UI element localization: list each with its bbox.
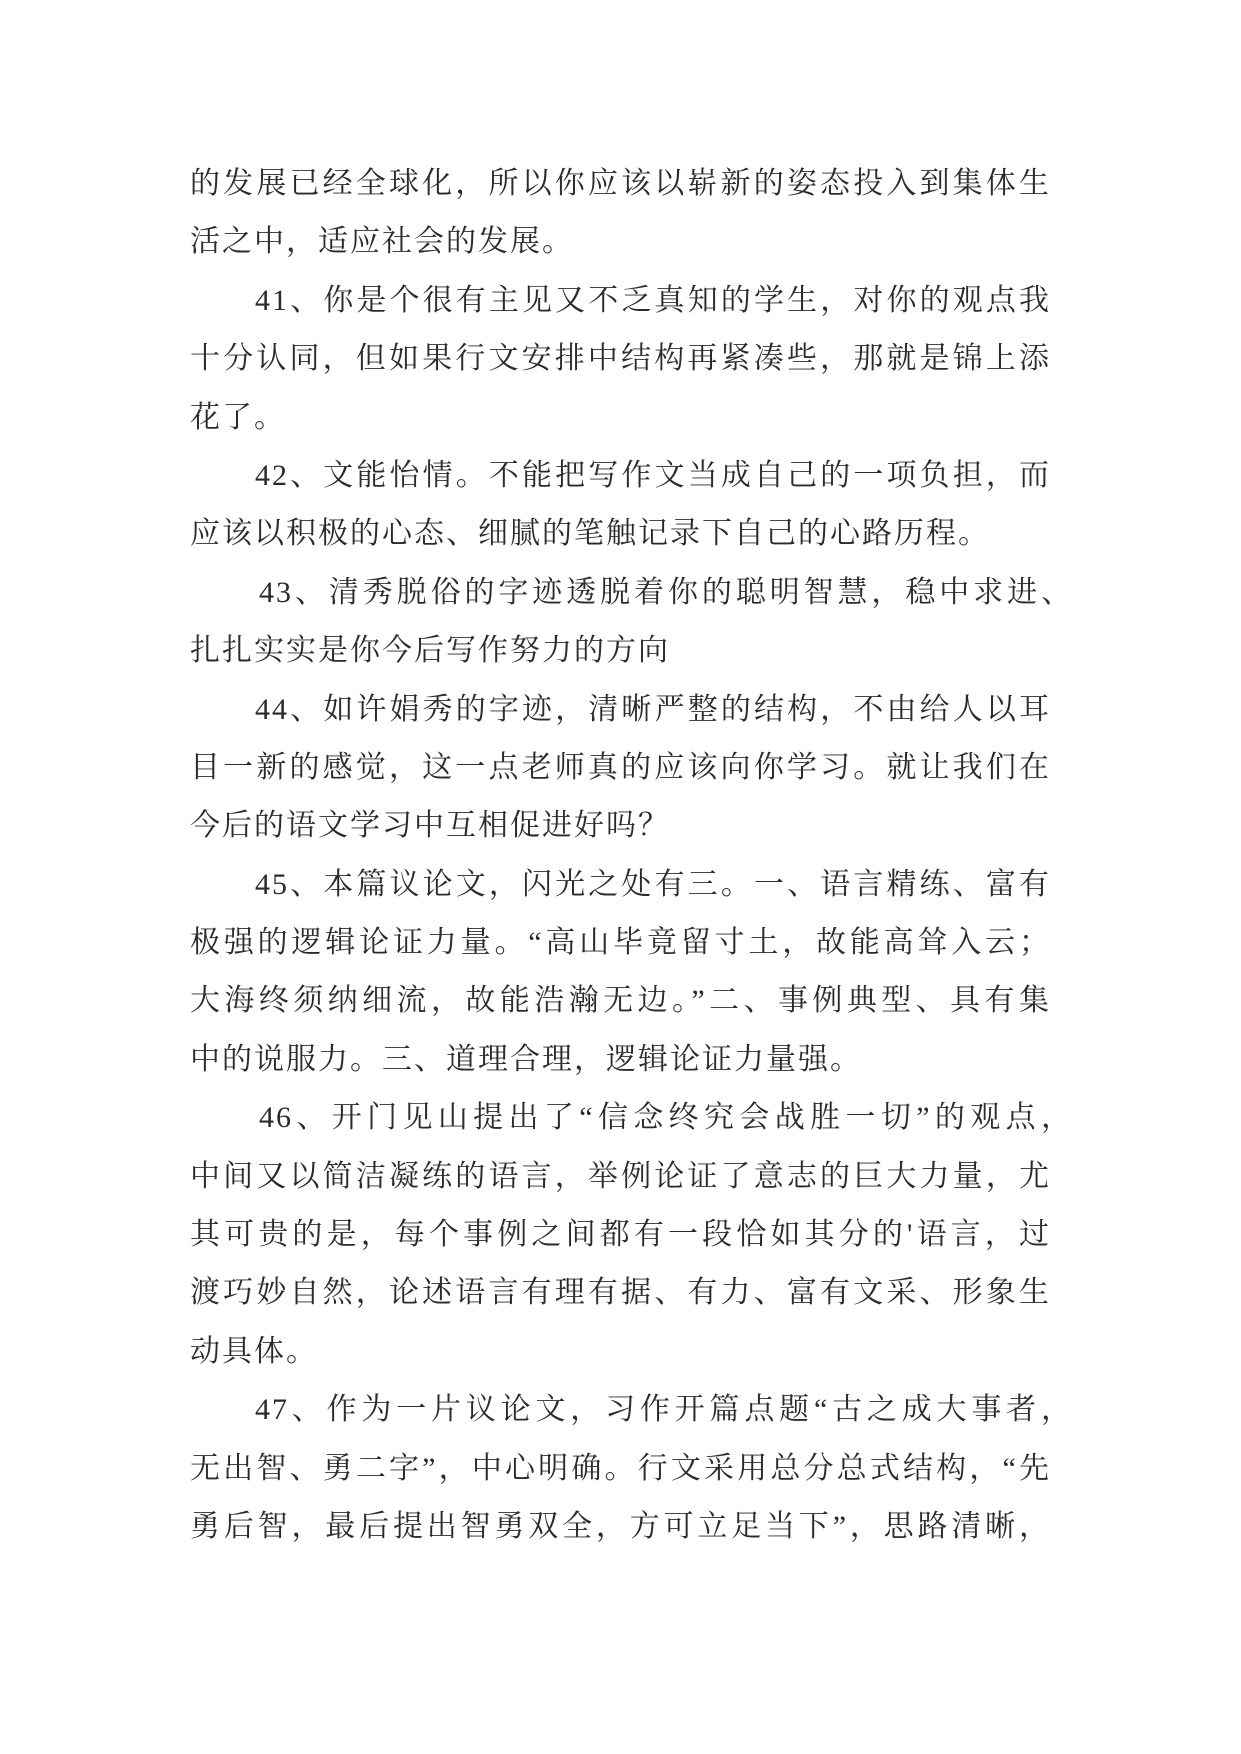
paragraph-42 xyxy=(190,447,1051,564)
paragraph-45 xyxy=(190,856,1051,1090)
text-line: 47、作为一片议论文，习作开篇点题“古之成大事者， xyxy=(255,1393,1073,1427)
text-line: 十分认同，但如果行文安排中结构再紧凑些，那就是锦上添 xyxy=(190,342,1051,376)
paragraph-43 xyxy=(190,564,1073,681)
text-line: 应该以积极的心态、细腻的笔触记录下自己的心路历程。 xyxy=(190,517,990,551)
paragraph-41 xyxy=(190,272,1051,447)
text-line: 43、清秀脱俗的字迹透脱着你的聪明智慧，稳中求进、 xyxy=(259,575,1073,609)
text-line: 46、开门见山提出了“信念终究会战胜一切”的观点， xyxy=(259,1101,1073,1135)
paragraph-47 xyxy=(190,1381,1073,1556)
text-line: 中的说服力。三、道理合理，逻辑论证力量强。 xyxy=(190,1042,862,1076)
text-line: 41、你是个很有主见又不乏真知的学生，对你的观点我 xyxy=(255,283,1051,317)
text-line: 渡巧妙自然，论述语言有理有据、有力、富有文采、形象生 xyxy=(190,1276,1051,1310)
text-line: 无出智、勇二字”，中心明确。行文采用总分总式结构，“先 xyxy=(190,1451,1051,1485)
text-line: 42、文能怡情。不能把写作文当成自己的一项负担，而 xyxy=(255,458,1051,492)
text-line: 花了。 xyxy=(190,400,286,434)
text-line: 45、本篇议论文，闪光之处有三。一、语言精练、富有 xyxy=(255,867,1051,901)
paragraph-46 xyxy=(190,1089,1073,1381)
paragraph-continuation xyxy=(190,155,1051,272)
text-line: 活之中，适应社会的发展。 xyxy=(190,225,574,259)
text-line: 44、如许娟秀的字迹，清晰严整的结构，不由给人以耳 xyxy=(255,692,1051,726)
text-line: 目一新的感觉，这一点老师真的应该向你学习。就让我们在 xyxy=(190,750,1051,784)
text-line: 的发展已经全球化，所以你应该以崭新的姿态投入到集体生 xyxy=(190,167,1051,200)
text-line: 扎扎实实是你今后写作努力的方向 xyxy=(190,634,670,668)
text-line: 今后的语文学习中互相促进好吗？ xyxy=(190,809,670,843)
text-line: 其可贵的是，每个事例之间都有一段恰如其分的'语言，过 xyxy=(190,1218,1051,1252)
body-text xyxy=(190,155,1073,1556)
text-line: 动具体。 xyxy=(190,1334,318,1368)
text-line: 中间又以简洁凝练的语言，举例论证了意志的巨大力量，尤 xyxy=(190,1159,1051,1193)
paragraph-44 xyxy=(190,681,1051,856)
text-line: 勇后智，最后提出智勇双全，方可立足当下”，思路清晰， xyxy=(190,1509,1051,1543)
text-line: 极强的逻辑论证力量。“高山毕竟留寸土，故能高耸入云； xyxy=(190,926,1051,960)
text-line: 大海终须纳细流，故能浩瀚无边。”二、事例典型、具有集 xyxy=(190,984,1051,1018)
